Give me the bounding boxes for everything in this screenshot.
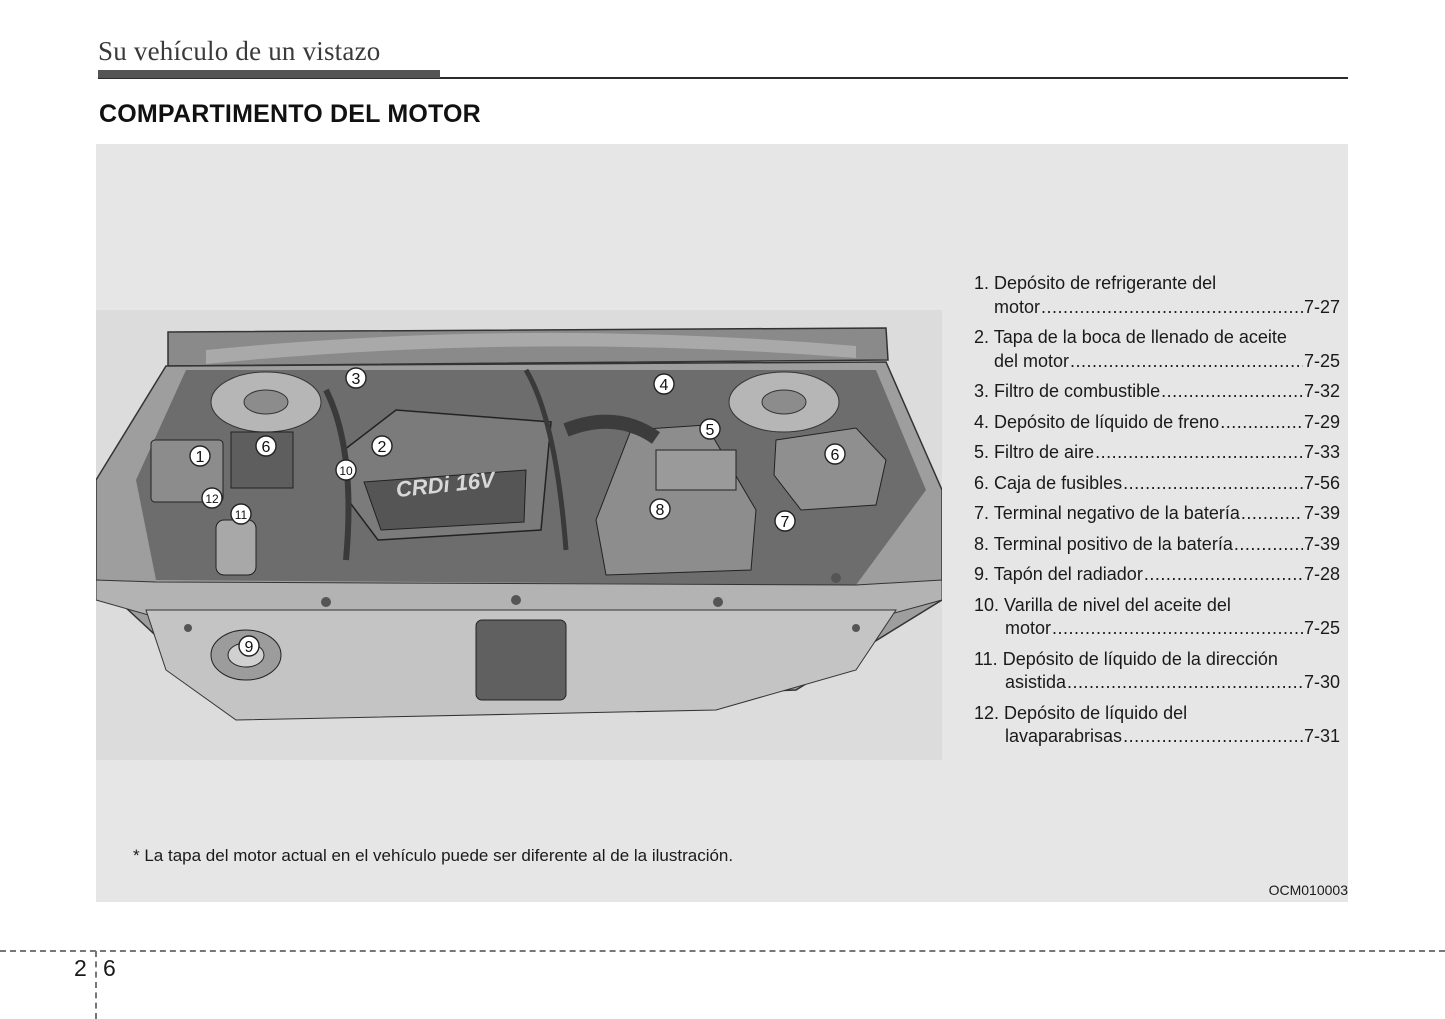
- svg-text:5: 5: [705, 422, 715, 439]
- callout-2: [372, 436, 392, 456]
- footnote: * La tapa del motor actual en el vehículo puede ser diferente al de la ilustración.: [133, 846, 734, 865]
- legend-item: 11. Depósito de líquido de la dirección asistida ..... 7-30: [974, 648, 1340, 695]
- legend-item: 7. Terminal negativo de la batería ..... 7-39: [974, 502, 1340, 526]
- section-title: COMPARTIMENTO DEL MOTOR: [99, 100, 481, 128]
- svg-text:9: 9: [244, 639, 254, 656]
- callout-7: [775, 511, 795, 531]
- component-legend: [974, 272, 1340, 756]
- legend-item: 2. Tapa de la boca de llenado de aceite del motor ..... 7-25: [974, 326, 1340, 373]
- page-number: 6: [103, 955, 116, 981]
- callout-10: [336, 460, 356, 480]
- callout-11: [231, 504, 251, 524]
- figure-code: OCM010003: [1268, 882, 1348, 898]
- callout-1: [190, 446, 210, 466]
- callout-3: [346, 368, 366, 388]
- svg-text:12: 12: [205, 492, 219, 506]
- svg-text:2: 2: [377, 439, 387, 456]
- legend-item: 5. Filtro de aire ..... 7-33: [974, 441, 1340, 465]
- legend-item: 12. Depósito de líquido del lavaparabrisas ..... 7-31: [974, 702, 1340, 749]
- callout-5: [700, 419, 720, 439]
- running-header: Su vehículo de un vistazo: [98, 36, 381, 66]
- svg-text:1: 1: [195, 449, 205, 466]
- callout-8: [650, 499, 670, 519]
- callout-12: [202, 488, 222, 508]
- callout-6-left: [256, 436, 276, 456]
- callout-4: [654, 374, 674, 394]
- svg-text:4: 4: [659, 377, 669, 394]
- callout-9: [239, 636, 259, 656]
- engine-cover-text: CRDi 16V: [394, 466, 496, 503]
- svg-text:8: 8: [655, 502, 665, 519]
- svg-text:7: 7: [780, 514, 790, 531]
- page-number-divider: [95, 951, 97, 1019]
- svg-text:11: 11: [234, 508, 248, 522]
- svg-text:6: 6: [830, 447, 840, 464]
- page-footer-rule: [0, 950, 1445, 952]
- callout-6-right: [825, 444, 845, 464]
- engine-illustration: [96, 310, 942, 760]
- svg-text:6: 6: [261, 439, 271, 456]
- chapter-number: 2: [74, 955, 87, 981]
- header-rule-accent: [98, 70, 440, 78]
- svg-text:10: 10: [339, 464, 353, 478]
- legend-item: 10. Varilla de nivel del aceite del motor ..... 7-25: [974, 594, 1340, 641]
- legend-item: 3. Filtro de combustible ..... 7-32: [974, 380, 1340, 404]
- legend-item: 4. Depósito de líquido de freno ..... 7-29: [974, 411, 1340, 435]
- legend-item: 6. Caja de fusibles ..... 7-56: [974, 472, 1340, 496]
- legend-item: 8. Terminal positivo de la batería ..... 7-39: [974, 533, 1340, 557]
- legend-item: 1. Depósito de refrigerante del motor ..... 7-27: [974, 272, 1340, 319]
- legend-item: 9. Tapón del radiador ..... 7-28: [974, 563, 1340, 587]
- svg-text:3: 3: [351, 371, 361, 388]
